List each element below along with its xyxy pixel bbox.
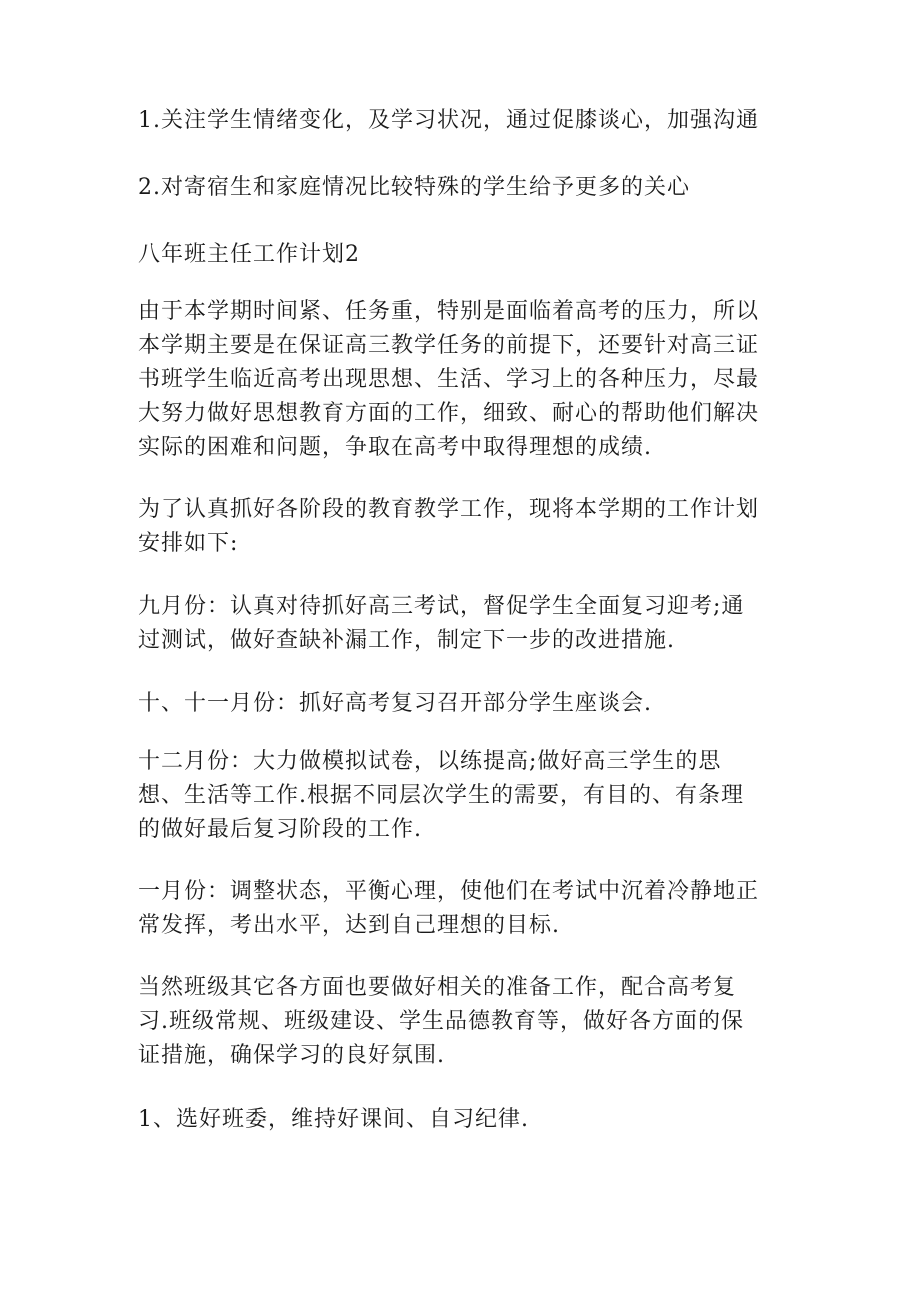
paragraph-line: 由于本学期时间紧、任务重，特别是面临着高考的压力，所以 [138, 299, 760, 324]
paragraph-line: 本学期主要是在保证高三教学任务的前提下，还要针对高三证 [138, 333, 760, 358]
oct-nov-paragraph: 十、十一月份：抓好高考复习召开部分学生座谈会. [138, 691, 652, 716]
paragraph-line: 实际的困难和问题，争取在高考中取得理想的成绩. [138, 435, 652, 460]
paragraph-line: 大努力做好思想教育方面的工作，细致、耐心的帮助他们解决 [138, 401, 760, 426]
section-title: 八年班主任工作计划2 [138, 242, 360, 267]
list-item-boarding-students: 2.对寄宿生和家庭情况比较特殊的学生给予更多的关心 [138, 175, 690, 200]
paragraph-line: 一月份：调整状态，平衡心理，使他们在考试中沉着冷静地正 [138, 879, 760, 904]
paragraph-line: 当然班级其它各方面也要做好相关的准备工作，配合高考复 [138, 975, 737, 1000]
paragraph-line: 安排如下: [138, 531, 239, 556]
paragraph-line: 为了认真抓好各阶段的教育教学工作，现将本学期的工作计划 [138, 497, 760, 522]
list-item-class-committee: 1、选好班委，维持好课间、自习纪律. [138, 1107, 529, 1132]
paragraph-line: 书班学生临近高考出现思想、生活、学习上的各种压力，尽最 [138, 367, 760, 392]
paragraph-line: 十二月份：大力做模拟试卷，以练提高;做好高三学生的思 [138, 749, 722, 774]
paragraph-line: 九月份：认真对待抓好高三考试，督促学生全面复习迎考;通 [138, 594, 745, 619]
paragraph-line: 想、生活等工作.根据不同层次学生的需要，有目的、有条理 [138, 783, 744, 808]
paragraph-line: 过测试，做好查缺补漏工作，制定下一步的改进措施. [138, 628, 675, 653]
paragraph-line: 证措施，确保学习的良好氛围. [138, 1043, 445, 1068]
paragraph-line: 的做好最后复习阶段的工作. [138, 817, 422, 842]
paragraph-line: 常发挥，考出水平，达到自己理想的目标. [138, 913, 560, 938]
list-item-care-emotions: 1.关注学生情绪变化，及学习状况，通过促膝谈心，加强沟通 [138, 108, 759, 133]
paragraph-line: 习.班级常规、班级建设、学生品德教育等，做好各方面的保 [138, 1009, 744, 1034]
